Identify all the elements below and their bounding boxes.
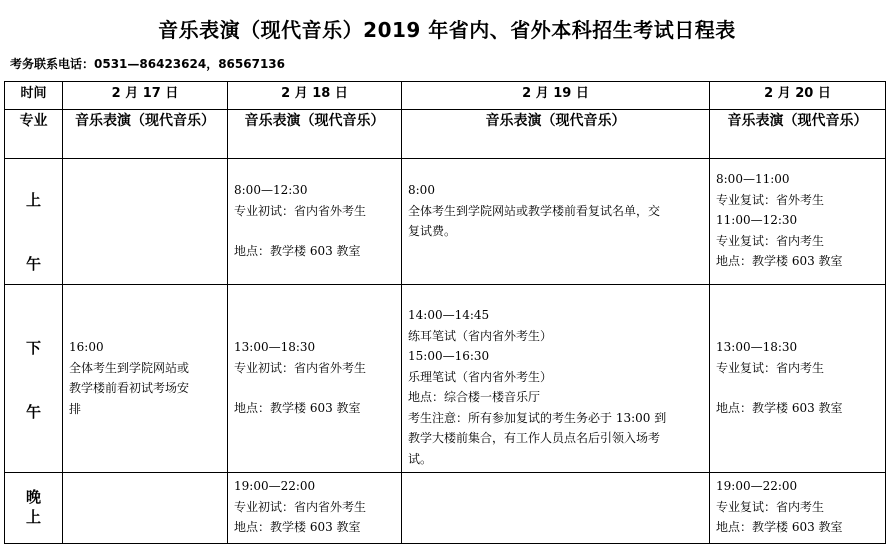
afternoon-feb19-desc-2: 乐理笔试（省内省外考生） xyxy=(408,369,553,384)
afternoon-feb17-desc-3: 排 xyxy=(69,401,82,416)
morning-feb18-location: 地点：教学楼 603 教室 xyxy=(234,244,361,258)
afternoon-feb19 xyxy=(402,285,710,473)
afternoon-feb19-note-2: 教学大楼前集合，有工作人员点名后引领入场考 xyxy=(408,431,661,445)
major-feb19: 音乐表演（现代音乐） xyxy=(402,110,710,159)
afternoon-row xyxy=(5,285,886,473)
afternoon-feb19-desc-1: 练耳笔试（省内省外考生） xyxy=(408,328,553,343)
date-feb17: 2 月 17 日 xyxy=(63,82,228,110)
date-feb19: 2 月 19 日 xyxy=(402,82,710,110)
period-evening xyxy=(5,473,63,544)
major-header: 专业 xyxy=(5,110,63,159)
morning-feb19-desc-2: 复试费。 xyxy=(408,224,457,238)
period-afternoon-1: 下 xyxy=(25,339,41,357)
evening-feb18-time: 19:00—22:00 xyxy=(234,479,316,493)
morning-feb18-time: 8:00—12:30 xyxy=(234,183,308,197)
morning-feb20 xyxy=(710,159,886,285)
morning-feb20-time-1: 8:00—11:00 xyxy=(716,172,790,186)
contact-phone: 考务联系电话：0531—86423624，86567136 xyxy=(10,57,285,71)
morning-feb17 xyxy=(63,159,228,285)
period-morning xyxy=(5,159,63,285)
evening-feb20-time: 19:00—22:00 xyxy=(716,479,798,493)
evening-feb19 xyxy=(402,473,710,544)
evening-feb18-location: 地点：教学楼 603 教室 xyxy=(234,520,361,534)
morning-row xyxy=(5,159,886,285)
afternoon-feb17-desc-1: 全体考生到学院网站或 xyxy=(69,360,190,375)
afternoon-feb18 xyxy=(228,285,402,473)
afternoon-feb20-location: 地点：教学楼 603 教室 xyxy=(716,401,843,415)
afternoon-feb20-time: 13:00—18:30 xyxy=(716,340,798,354)
period-morning-1: 上 xyxy=(25,191,41,209)
period-afternoon-2: 午 xyxy=(25,403,41,421)
afternoon-feb19-time-1: 14:00—14:45 xyxy=(408,308,490,322)
evening-feb20 xyxy=(710,473,886,544)
major-row xyxy=(5,110,886,159)
major-feb18: 音乐表演（现代音乐） xyxy=(228,110,402,159)
afternoon-feb18-time: 13:00—18:30 xyxy=(234,340,316,354)
evening-feb18 xyxy=(228,473,402,544)
date-header-row xyxy=(5,82,886,110)
afternoon-feb18-location: 地点：教学楼 603 教室 xyxy=(234,401,361,415)
period-evening-2: 上 xyxy=(25,508,41,526)
afternoon-feb19-location: 地点：综合楼一楼音乐厅 xyxy=(408,390,541,404)
morning-feb20-desc-2: 专业复试：省内考生 xyxy=(716,233,825,248)
evening-feb20-desc: 专业复试：省内考生 xyxy=(716,499,825,514)
evening-row xyxy=(5,473,886,544)
date-feb18: 2 月 18 日 xyxy=(228,82,402,110)
period-morning-2: 午 xyxy=(25,255,41,273)
afternoon-feb17-desc-2: 教学楼前看初试考场安 xyxy=(69,381,190,395)
afternoon-feb19-note-3: 试。 xyxy=(408,451,433,466)
evening-feb18-desc: 专业初试：省内省外考生 xyxy=(234,499,367,514)
time-header: 时间 xyxy=(5,82,63,110)
morning-feb19 xyxy=(402,159,710,285)
date-feb20: 2 月 20 日 xyxy=(710,82,886,110)
major-feb20: 音乐表演（现代音乐） xyxy=(710,110,886,159)
afternoon-feb20 xyxy=(710,285,886,473)
afternoon-feb19-note-1: 考生注意：所有参加复试的考生务必于 13:00 到 xyxy=(408,410,667,425)
morning-feb20-time-2: 11:00—12:30 xyxy=(716,213,798,227)
morning-feb19-time: 8:00 xyxy=(408,183,435,197)
afternoon-feb20-desc: 专业复试：省内考生 xyxy=(716,360,825,375)
evening-feb17 xyxy=(63,473,228,544)
schedule-table xyxy=(4,81,886,544)
afternoon-feb17-time: 16:00 xyxy=(69,340,104,354)
major-feb17: 音乐表演（现代音乐） xyxy=(63,110,228,159)
afternoon-feb19-time-2: 15:00—16:30 xyxy=(408,349,490,363)
period-afternoon xyxy=(5,285,63,473)
morning-feb20-location: 地点：教学楼 603 教室 xyxy=(716,254,843,268)
morning-feb18 xyxy=(228,159,402,285)
morning-feb20-desc-1: 专业复试：省外考生 xyxy=(716,192,825,207)
morning-feb19-desc-1: 全体考生到学院网站或教学楼前看复试名单，交 xyxy=(408,203,661,218)
evening-feb20-location: 地点：教学楼 603 教室 xyxy=(716,520,843,534)
page-title: 音乐表演（现代音乐）2019 年省内、省外本科招生考试日程表 xyxy=(158,18,736,42)
period-evening-1: 晚 xyxy=(25,488,41,506)
morning-feb18-desc: 专业初试：省内省外考生 xyxy=(234,203,367,218)
afternoon-feb18-desc: 专业初试：省内省外考生 xyxy=(234,360,367,375)
afternoon-feb17 xyxy=(63,285,228,473)
